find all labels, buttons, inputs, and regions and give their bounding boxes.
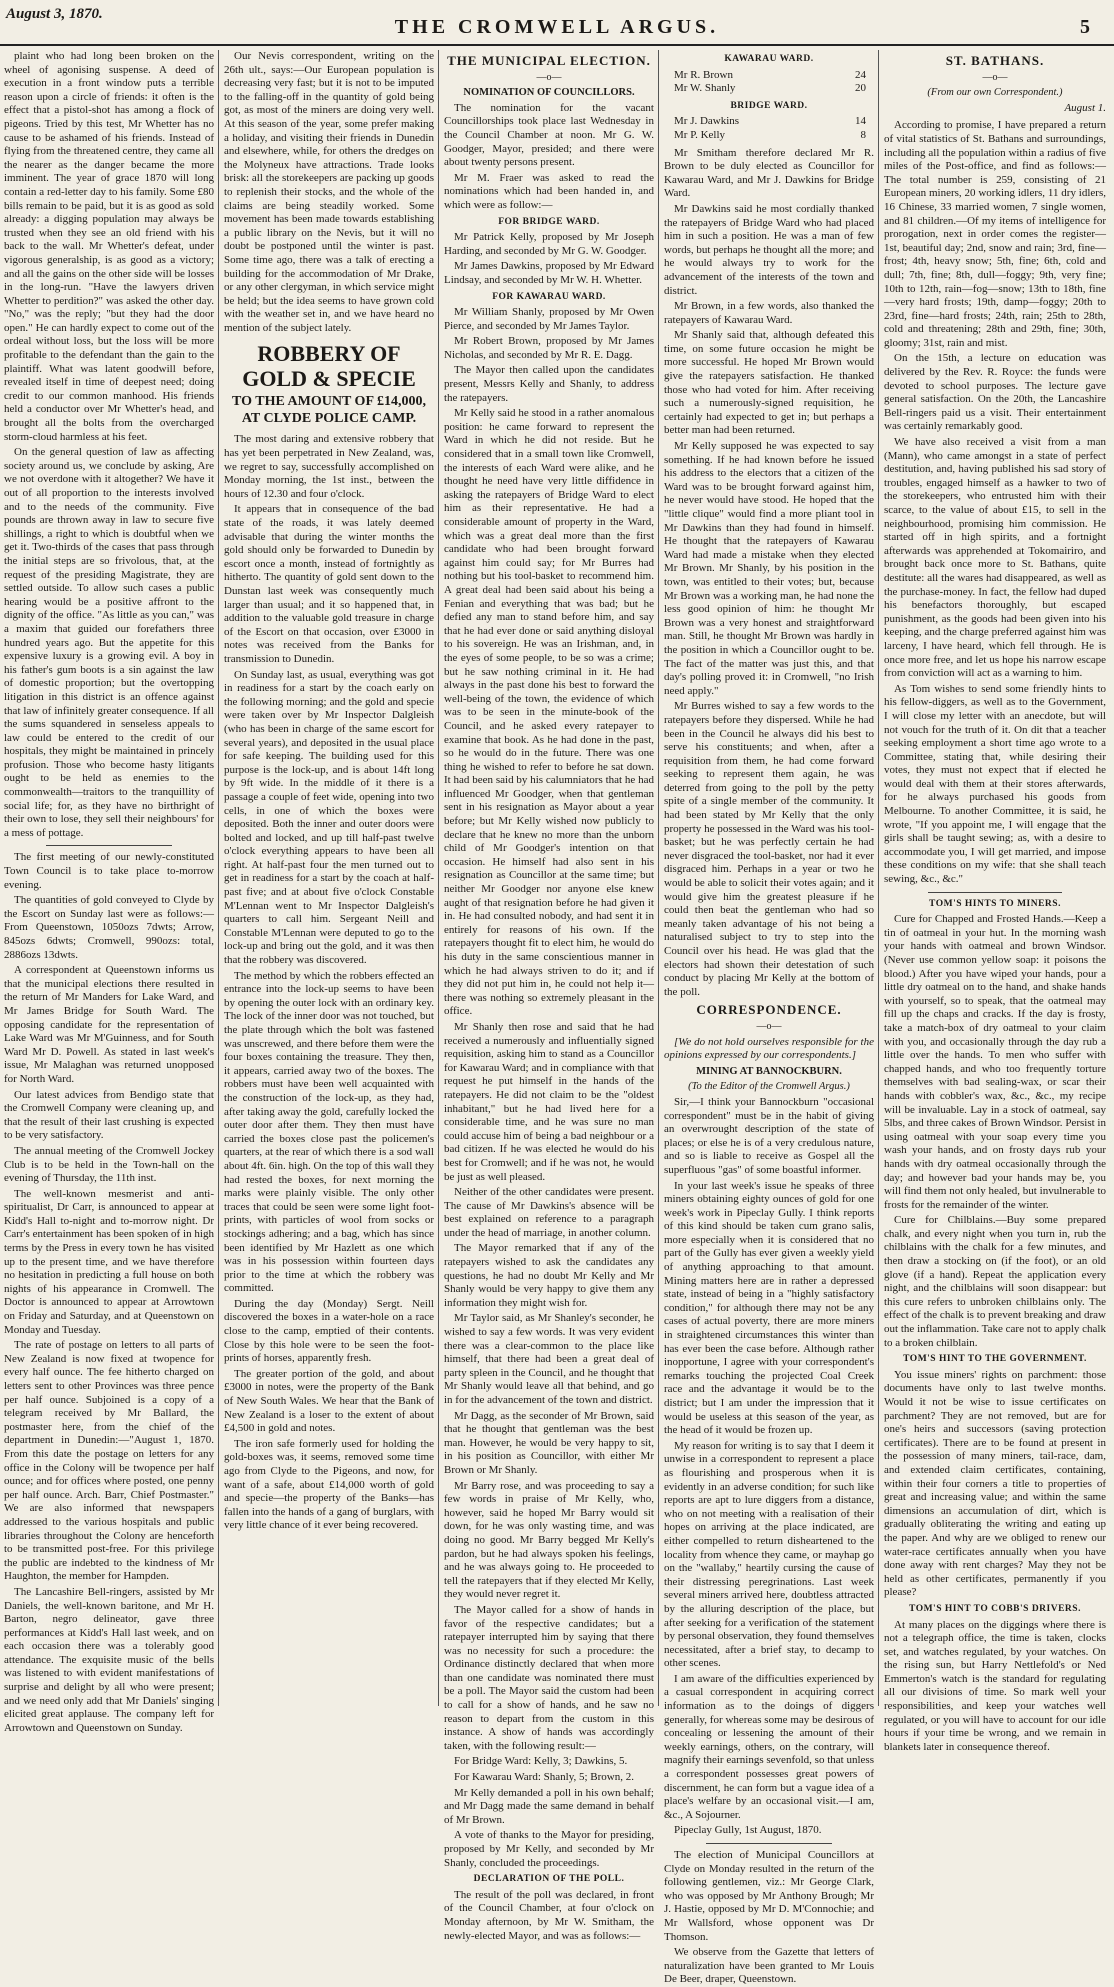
divider [46, 845, 172, 846]
issue-date: August 3, 1870. [6, 6, 103, 22]
column-2 [224, 50, 434, 1706]
ornament-dash: —o— [536, 71, 562, 83]
correspondent-byline: (From our own Correspondent.) [927, 87, 1063, 99]
st-bathans-paragraph: According to promise, I have prepared a return of vital statistics of St. Bathans and surroundings, including all the population within a radius of five miles of the Post-office, and find as follows:—The total number is 259, consisting of 21 European miners, 20 working idlers, 11 dry idlers, 16 Chinese, 33 married women, 7 single women, and 81 children.—Of my items of intelligence for prorogation, next in order comes the register—1st, beautiful day; 2nd, snow and rain; 3rd, fine—frost; 4th, heavy snow; 5th, fine; 6th, cold and dull; 7th, fine; 8th, dull—foggy; 9th, very fine; 10th to 12th, rain—fog—snow; 13th to 18th, fine—very hard frosts; 19th, damp—foggy; 20th to 23rd, fine—hard frosts; 24th, rain; 25th to 28th, cold and threatening; 28th and 29th, fine; 30th, gloomy; 31st, rain and mist. [884, 119, 1106, 349]
show-of-hands-entry: Mr Kelly demanded a poll in his own behalf; and Mr Dagg made the same demand in behalf of Mr Brown. [444, 1786, 654, 1826]
nomination-entry: Mr Robert Brown, proposed by Mr James Nicholas, and seconded by Mr R. E. Dagg. [444, 335, 654, 361]
hint-to-government-heading: TOM'S HINT TO THE GOVERNMENT. [903, 1354, 1087, 1365]
election-paragraph: Mr M. Fraer was asked to read the nominations which had been handed in, and which were as follow:— [444, 171, 654, 211]
letter-paragraph: Sir,—I think your Bannockburn "occasional correspondent" must be in the habit of giving an overwrought description of the state of places; or else he is of a very credulous nature, and so is liable to receive as Gospel all the superfluous "gas" of some boastful informer. [664, 1095, 874, 1176]
robbery-paragraph: The iron safe formerly used for holding the gold-boxes was, it seems, removed some time ago from Clyde to the Pigeons, and now, for want of a safe, about £14,000 worth of gold and specie—the property of the Banks—has fallen into the hands of a gang of burglars, with very little chance of it ever being recovered. [224, 1437, 434, 1532]
show-of-hands-entry: A vote of thanks to the Mayor for presiding, proposed by Mr Kelly, and seconded by Mr Shanly, concluded the proceedings. [444, 1829, 654, 1869]
results-paragraph: Mr Shanly said that, although defeated this time, on some future occasion he might be more successful. He hoped Mr Brown would give the ratepayers satisfaction. He thanked those who had voted for him. After receiving such a numerously-signed requisition, he certainly had expected to get in; but perhaps a better man had been returned. [664, 329, 874, 437]
vote-count: 14 [855, 115, 866, 128]
results-paragraph: Mr Burres wished to say a few words to the ratepayers before they dispersed. While he had been in the Council he always did his best to serve his constituents; and when, after a requisition from them, he had come forward seeking to represent them again, he was deterred from going to the poll by the petty spite of a single member of the community. It had been stated by Mr Kelly that the only property he possessed in the Ward was his tool-basket; but he was perfectly certain he had never disgraced the tool-basket, nor had it ever disgraced him. Perhaps in a year or two he would be able to solicit their votes again; and it would give him the greatest pleasure if he could then beat the gentleman who had so meanly taken advantage of his not being a naturalised subject to try to step into the Council over his head. He was glad that the electors had shown their detestation of such conduct by placing Mr Kelly at the bottom of the poll. [664, 700, 874, 998]
column-rule [438, 50, 439, 1706]
speech-paragraph: The Mayor remarked that if any of the ratepayers wished to ask the candidates any questions, he had no doubt Mr Kelly and Mr Shanly would be very happy to give them any information they might wish for. [444, 1242, 654, 1309]
nomination-subheading: NOMINATION OF COUNCILLORS. [463, 87, 635, 99]
letter-paragraph: I am aware of the difficulties experienced by a casual correspondent in acquiring correct information as to the doings of diggers generally, for whereas some may be desirous of concealing or lessening the amount of their weekly earnings, others, on the contrary, will magnify their earnings sevenfold, so that unless a correspondent possesses great powers of discernment, he can form but a vague idea of a place's welfare by an occasional visit.—I am, &c., A Sojourner. [664, 1672, 874, 1821]
vote-count: 20 [855, 82, 866, 95]
speech-paragraph: Neither of the other candidates were present. The cause of Mr Dawkins's absence will be best explained on reference to a paragraph under the head of marriage, in another column. [444, 1186, 654, 1239]
nomination-entry: Mr William Shanly, proposed by Mr Owen Pierce, and seconded by Mr James Taylor. [444, 306, 654, 332]
ornament-dash: —o— [982, 71, 1008, 83]
nomination-entry: The Mayor then called upon the candidates present, Messrs Kelly and Shanly, to address the ratepayers. [444, 364, 654, 404]
correspondence-heading: CORRESPONDENCE. [696, 1002, 842, 1018]
column-rule [658, 50, 659, 1706]
show-of-hands-entry: For Kawarau Ward: Shanly, 5; Brown, 2. [454, 1771, 634, 1784]
kawarau-results [664, 69, 874, 96]
newspaper-title: THE CROMWELL ARGUS. [394, 16, 720, 38]
news-note: The first meeting of our newly-constituted Town Council is to take place to-morrow evening. [4, 851, 214, 891]
robbery-subheadline: TO THE AMOUNT OF £14,000, AT CLYDE POLICE CAMP. [232, 394, 426, 427]
robbery-paragraph: It appears that in consequence of the bad state of the roads, it was lately deemed advisable that during the winter months the gold should only be forwarded to Dunedin by escort once a month, instead of fortnightly as hitherto. The quantity of gold sent down to the Dunstan last week was consequently much larger than usual; and it so happened that, in addition to the valuable gold treasure in charge of the Escort on that occasion, over £3000 in notes was received from the Banks for transmission to Dunedin. [224, 503, 434, 665]
letter-dateline: Pipeclay Gully, 1st August, 1870. [674, 1824, 822, 1837]
municipal-election-heading: THE MUNICIPAL ELECTION. [447, 53, 651, 68]
speech-paragraph: Mr Barry rose, and was proceeding to say a few words in praise of Mr Kelly, who, however, said he hoped Mr Barry would sit down, for he was only wasting time, and was doing no good. Mr Barry begged Mr Kelly's pardon, but he had always spoken his feelings, and he was always going to. He proceeded to tell the ratepayers that if they elected Mr Kelly, they would never regret it. [444, 1479, 654, 1601]
st-bathans-heading: ST. BATHANS. [945, 53, 1045, 68]
results-paragraph: Mr Smitham therefore declared Mr R. Brown to be duly elected as Councillor for Kawarau Ward, and Mr J. Dawkins for Bridge Ward. [664, 146, 874, 200]
results-paragraph: Mr Brown, in a few words, also thanked the ratepayers of Kawarau Ward. [664, 300, 874, 326]
hint-paragraph: Cure for Chapped and Frosted Hands.—Keep a tin of oatmeal in your hut. In the morning wash your hands with oatmeal and brown Windsor. (Never use common yellow soap: it poisons the blood.) After you have wiped your hands, pour a little dry oatmeal on to the hand, and shake hands with yourself, so to speak, that the oatmeal may fill up the chaps and cracks. If the day is frosty, take a match-box of dry oatmeal to your claim with you, and occasionally through the day rub a little over the hands. To men who suffer with chapped hands, and who too frequently torture themselves with bad sealing-wax, or scar their hands with cobbler's wax, &c., &c., my recipe will be invaluable. Lay in a stock of oatmeal, say 5lbs, and three cakes of Brown Windsor. Persist in using oatmeal with your soap every time you wash your hands, and on frosty days rub your hands with dry oatmeal occasionally through the day; and however bad your hands may be, you will find them not only healed, but invulnerable to frosts for the remainder of the winter. [884, 913, 1106, 1211]
editorial-paragraph: plaint who had long been broken on the wheel of agonising suspense. A deed of execution in a front window puts a terrible reason upon a circle of friends: it often is the effect that a pistol-shot has among a flock of pigeons. Tried by this test, Mr Whetter has no cause to be ashamed of his friends. Instead of flying from the threatened centre, they came all the nearer as the danger became the more imminent. The year of grace 1870 will long contain a red-letter day to his family. Some £80 bills remain to be paid, but it is as good as sold already: a digging population may always be trusted when they see an old friend with his back to the wall. Mr Whetter's defeat, under vigorous generalship, is as good as a victory; and all the gains on the other side will be losses in the long-run. "Have the lawyers driven Whetter to perdition?" was asked the other day. "No," was the reply; "but they had the door open." He can hardly expect to come out of the ordeal without loss, but the loss will be more profitable to the defendant than the gain to the plaintiff. What was latent goodwill before, revealed itself in time of deepest need; doing credit to our common manhood. His friends held a conductor over Mr Whetter's head, and brought all the bolts from the overcharged storm-cloud harmless at his feet. [4, 50, 214, 443]
vote-count: 24 [855, 68, 866, 81]
result-row [664, 82, 874, 96]
mining-heading: MINING AT BANNOCKBURN. [696, 1065, 842, 1077]
st-bathans-paragraph: We have also received a visit from a man (Mann), who came amongst in a state of perfect destitution, and, having published his sad story of troubles, engaged himself as a hawker to two of the storekeepers, who entrusted him with their scarce, to the value of about £15, to sell in the neighbourhood, promising him commission. He started off in high spirits, and a fortnight afterwards was apprehended at Tokomairiro, and brought back once more to St. Bathans, quite destitute: all the wares had disappeared, as well as the purchase-money. In fact, the fellow had duped his benefactors thoroughly, but escaped punishment, as the goods had been given into his keeping, and the charge preferred against him was larceny, I have heard, which fell through. He is once more free, and let us hope his narrow escape from conviction will act as a warning to him. [884, 436, 1106, 680]
divider [928, 892, 1061, 893]
st-bathans-paragraph: As Tom wishes to send some friendly hints to his fellow-diggers, as well as to the Government, I will close my letter with an anecdote, but will not vouch for the truth of it. On dit that a teacher seeking employment a short time ago wrote to a Committee, stating that, while desiring their votes, they must not expect that if elected he would deal with them at their stores afterwards, for he always purchased his goods from Melbourne. To another Committee, it is said, he wrote, "If you appoint me, I will engage that the girls shall be taught sewing; as, with a desire to accommodate you, I will get married, and impose these conditions on my wife: that she shall teach sewing, &c., &c." [884, 682, 1106, 886]
robbery-paragraph: The method by which the robbers effected an entrance into the lock-up seems to have been by opening the outer lock with an ordinary key. The lock of the inner door was not touched, but the plate through which the bolt was fastened was unscrewed, and there before them were the four boxes containing the treasure. They then, it appears, carried away two of the boxes. The robbers must have been well acquainted with the construction of the lock-up, as they had, after taking away the gold, carefully locked the outer door after them. They then must have carried the boxes close past the policemen's quarters, at the rear of which there is a sod wall about 4ft. 6in. high. On the top of this wall they had rested the boxes, for next morning the marks were plainly visible. The only other traces that could be seen were some light foot-prints, with particles of wool from socks or stockings adhering; and a bag, which has since been identified by Mr Hazlett as one which was in his possession within fourteen days prior to the time at which the robbery was committed. [224, 969, 434, 1295]
robbery-paragraph: The greater portion of the gold, and about £3000 in notes, were the property of the Bank of New South Wales. We hear that the Bank of New Zealand is a loser to the extent of about £4,500 in gold and notes. [224, 1367, 434, 1435]
news-note: The quantities of gold conveyed to Clyde by the Escort on Sunday last were as follows:— From Queenstown, 1050ozs 7dwts; Arrow, 845ozs 6dwts; Cromwell, 990ozs: total, 2886ozs 13dwts. [4, 894, 214, 961]
mining-subheading: (To the Editor of the Cromwell Argus.) [688, 1081, 850, 1093]
hint-paragraph: You issue miners' rights on parchment: those documents have only to last twelve months. Would it not be wise to issue certificates on parchment? They are not removed, but are for one's heirs and successors (saving protection certificates). There are to be found at present in the possession of many miners, tail-race, dam, and extended claim certificates, containing, within their four corners a title to properties of great and increasing value; and within the same dimensions an accumulation of dirt, which is gradually obliterating the writing and eating up the paper. And why are we obliged to renew our water-race certificates annually when you have done away with rent charges? May they not be held as other certificates, permanently if you please? [884, 1368, 1106, 1599]
hints-to-miners-heading: TOM'S HINTS TO MINERS. [929, 898, 1061, 909]
nomination-entry: Mr James Dawkins, proposed by Mr Edward Lindsay, and seconded by Mr W. H. Whetter. [444, 260, 654, 286]
speech-paragraph: Mr Taylor said, as Mr Shanley's seconder, he wished to say a few words. It was very evident there was a clear-common to the place like himself, that there had been a great deal of party spleen in the Council, and he thought that Mr Shanly would leave all that behind, and go in for the advancement of the town and district. [444, 1312, 654, 1406]
column-rule [218, 50, 219, 1706]
declaration-heading: DECLARATION OF THE POLL. [473, 1874, 625, 1885]
robbery-paragraph: On Sunday last, as usual, everything was got in readiness for a start by the coach early on the following morning; and the gold and specie were taken over by Mr Inspector Dalgleish (who has been in charge of the same escort for several years), and deposited in the usual place for safe keeping. The building used for this purpose is the lock-up, and is about 14ft long by 9ft wide. In the middle of it there is a passage a couple of feet wide, opening into two cells, in one of which the boxes were deposited. Both the inner and outer doors were bolted and locked, and up till half-past twelve o'clock everything appears to have been all right. At half-past four the men turned out to get in readiness for a start by the coach at half-past five; and at about five o'clock Constable M'Lennan went to Mr Inspector Dalgleish's quarters to call him. Sergeant Neill and Constable M'Lennan were deputed to go to the lock-up and bring out the gold, and it was then that the robbery was discovered. [224, 668, 434, 967]
column-5 [884, 50, 1106, 1753]
vote-count: 8 [860, 128, 866, 141]
st-bathans-paragraph: On the 15th, a lecture on education was delivered by the Rev. R. Royce: the funds were devoted to school purposes. The lecture gave general satisfaction. On the 20th, the Lancashire Bell-ringers paid us a visit. Their entertainment was certainly remarkably good. [884, 352, 1106, 433]
results-paragraph: Mr Dawkins said he most cordially thanked the ratepayers of Bridge Ward who had placed him in such a position. He was a man of few words, but perhaps he thought all the more; and he would always try to work for the advancement of the interests of the town and district. [664, 202, 874, 297]
ornament-dash: —o— [756, 1020, 782, 1032]
candidate-name: Mr P. Kelly [674, 128, 726, 141]
masthead [0, 0, 1114, 46]
news-note: The annual meeting of the Cromwell Jockey Club is to be held in the Town-hall on the evening of Thursday, the 11th inst. [4, 1144, 214, 1185]
letter-paragraph: In your last week's issue he speaks of three miners obtaining eighty ounces of gold for one week's work in Pipeclay Gully. I think reports of this kind should be taken cum grano salis, more especially when it is considered that no part of the Gully has ever given a weekly yield of anything approaching to that amount. Mining matters here are in rather a depressed state, instead of being in a "highly satisfactory condition," for although there may not be any cases of actual poverty, there are more miners in straightened circumstances this winter than has ever been the case before. Although rather inopportune, I agree with your correspondent's remarks touching the projected Coal Creek race and the advantage it would be to the district; but I am under the impression that it would be useless at this season of the year, as the head of it would be frozen up. [664, 1179, 874, 1437]
hint-paragraph: Cure for Chilblains.—Buy some prepared chalk, and every night when you turn in, rub the chilblains with the chalk for a few minutes, and then draw a stocking on (if the foot), or an old glove (if a hand). Repeat the application every night, and the chilblains will soon disappear: but this cure refers to unbroken chilblains only. The effect of the chalk is to prevent breaking and draw out the inflammation. Take care not to apply chalk to a broken chilblain. [884, 1214, 1106, 1349]
news-note: A correspondent at Queenstown informs us that the municipal elections there resulted in the return of Mr Manders for Lake Ward, and Mr James Bridge for South Ward. The opposing candidate for the representation of Lake Ward was Mr M'Guinness, and for South Ward Mr D. Powell. As stated in last week's issue, Mr Malaghan was returned unopposed for North Ward. [4, 964, 214, 1085]
hint-paragraph: At many places on the diggings where there is not a telegraph office, the time is taken, clocks set, and watches regulated, by your watches. On the rising sun, but Harry Nettlefold's or Ned Emmerton's watch is the standard for regulating all our divisions of time. So mark well your responsibilities, and keep your watches well regulated, or you will have to account for our idle hours if your time be wrong, and we remain in blankets later in consequence thereof. [884, 1618, 1106, 1753]
nevis-correspondent-note: Our Nevis correspondent, writing on the 26th ult., says:—Our European population is decreasing very fast; but it is not to be imputed to the falling-off in the quantity of gold being got, as most of the miners are doing very well. At this season of the year, some prefer making a holiday, and visiting their friends in Dunedin and elsewhere, while, for others the dredges on the Molyneux have attractions. Trade looks brisk: all the storekeepers are packing up goods to replenish their stocks, and the whole of the claims are being steadily worked. Some movement has been made towards establishing a public library on the Nevis, but it will no doubt be postponed until the winter is past. Some time ago, there was a talk of erecting a building for the accommodation of Mr Drake, or any other clergyman, in which service might be held; but the idea seems to have grown cold with the weather set in, and we have heard no mention of the subject lately. [224, 50, 434, 334]
news-note: The Lancashire Bell-ringers, assisted by Mr Daniels, the well-known baritone, and Mr H. Barton, negro delineator, gave three performances at Kidd's Hall last week, and on each occasion there was a tolerably good attendance. The exquisite music of the bells was listened to with evident manifestations of surprise and delight by all who were present; and we need only add that Mr Daniels' singing elicited great applause. The company left for Arrowtown and Queenstown on Sunday. [4, 1585, 214, 1734]
bridge-results-heading: BRIDGE WARD. [730, 100, 808, 111]
declaration-paragraph: The result of the poll was declared, in front of the Council Chamber, at four o'clock on Monday afternoon, by Mr W. Smitham, the newly-elected Mayor, and was as follows:— [444, 1888, 654, 1942]
speech-paragraph: Mr Dagg, as the seconder of Mr Brown, said that he thought that gentleman was the best man. However, he would be very happy to sit, in his position as Councillor, with either Mr Brown or Mr Shanly. [444, 1409, 654, 1476]
results-paragraph: Mr Kelly supposed he was expected to say something. If he had known before he issued his address to the electors that a citizen of the Ward was to be brought forward against him, he never would have stood. He hoped that the "little clique" would find a more pliant tool in Mr Dawkins than they had found in himself. He thought that the ratepayers of Kawarau Ward had made a mistake when they elected Mr Brown. Mr Shanly, by his position in the town, was entitled to their votes; but, because Mr Brown was a working man, he had none the less good opinion of him: he thought Mr Brown was a very honest and straightforward man. Still, he thought Mr Brown was hardly in the position in which a Councillor ought to be. The fact of the matter was just this, and that day's polling proved it: in Cromwell, "no Irish need apply." [664, 440, 874, 697]
page-number: 5 [1080, 16, 1090, 38]
result-row [664, 115, 874, 129]
election-paragraph: The nomination for the vacant Councillorships took place last Wednesday in the Council Chamber at noon. Mr G. W. Goodger, Mayor, presided; and there were about twenty persons present. [444, 101, 654, 169]
kawarau-results-heading: KAWARAU WARD. [724, 54, 814, 64]
robbery-headline: ROBBERY OF GOLD & SPECIE [242, 341, 416, 392]
columns [4, 50, 1110, 1986]
news-note: We observe from the Gazette that letters of naturalization have been granted to Mr Louis De Beer, draper, Queenstown. [664, 1946, 874, 1986]
bridge-results [664, 115, 874, 142]
editorial-paragraph: On the general question of law as affecting society around us, we conclude by asking, Are we not overdone with it altogether? We have it out of all proportion to the interests involved and to the needs of the community. Five pounds are thrown away in law to secure five shillings, a right to which is doubtful when we get it. Two-thirds of the cases that pass through the initial steps are so frivolous, that, at the request of the presiding Magistrate, they are settled outside. To allow such cases a public hearing would be a positive affront to the dignity of the office. "As little as you can," was a maxim that guided our forefathers three hundred years ago. But the appetite for this expensive luxury is a growing evil. A boy in his father's gum boots is a sin against the law of domestic proportion; but the overtopping litigation in this district is an offence against that law of infinitely greater consequence. If all the sums squandered in senseless appeals to law could be entered to the credit of our hospitals, they might be maintained in princely profusion. Those who become hasty litigants ought to be held as enemies to the commonwealth—traitors to the tranquillity of social life; for, as they have no birthright of their own to lose, they sell their neighbours' for a mess of pottage. [4, 446, 214, 839]
result-row [664, 69, 874, 83]
kawarau-ward-heading: FOR KAWARAU WARD. [492, 291, 606, 302]
letter-paragraph: My reason for writing is to say that I deem it unwise in a correspondent to represent a place as flourishing and prosperous when it is evidently in an adverse condition; for such like reports are apt to lure diggers from a distance, who on not meeting with a realisation of their hopes on arriving at the place indicated, are either compelled to return disheartened to the locality from whence they came, or mayhap go on the "wallaby," heartily cursing the cause of their distressing peregrinations. Last week several miners arrived here, doubtless attracted by the alluring description of the place, but after seeking for a verification of the statement by personal observation, they found themselves necessitated, after a brief stay, to decamp to other scenes. [664, 1439, 874, 1670]
speech-paragraph: The Mayor called for a show of hands in favor of the respective candidates; but a ratepayer interrupted him by saying that there was no necessity for such a procedure: the Ordinance distinctly declared that when more than one candidate was nominated there must be a poll. The Mayor said the custom had been to call for a show of hands, and he saw no reason to depart from the custom in this instance. A show of hands was accordingly taken, with the following result:— [444, 1603, 654, 1752]
column-rule [878, 50, 879, 1706]
news-note: The rate of postage on letters to all parts of New Zealand is now fixed at twopence for every half ounce. The fee hitherto charged on letters sent to other Provinces was three pence per half ounce. Subjoined is a copy of a telegram received by Mr Ballard, the postmaster here, from the chief of the department in Dunedin:—"August 1, 1870. From this date the postage on letters for any office in the Colony will be twopence per half ounce; and for offices where posted, one penny per half ounce. Arch. Barr, Chief Postmaster." We are also informed that newspapers addressed to the various hospitals and public libraries throughout the Colony are henceforth to be transmitted post-free. For this privilege the public are indebted to the kindness of Mr Haughton, the member for Hampden. [4, 1339, 214, 1583]
dateline: August 1. [1064, 101, 1106, 114]
speech-paragraph: Mr Shanly then rose and said that he had received a numerously and influentially signed requisition, asking him to stand as a Councillor for Kawarau Ward; and in compliance with that request he put himself in the hands of the ratepayers. He did not claim to be the "oldest inhabitant," but he had lived here for a considerable time, and he was sure no man could accuse him of being a bad neighbour or a bad citizen. If he was elected he would do his best for Cromwell; and if he was not, he would be just as well pleased. [444, 1020, 654, 1183]
column-4 [664, 50, 874, 1986]
divider [706, 1843, 832, 1844]
candidate-name: Mr R. Brown [674, 68, 733, 81]
candidate-name: Mr W. Shanly [674, 82, 736, 95]
column-1 [4, 50, 214, 1734]
bridge-ward-heading: FOR BRIDGE WARD. [498, 216, 600, 227]
robbery-paragraph: During the day (Monday) Sergt. Neill discovered the boxes in a water-hole on a race close to the camp, emptied of their contents. Close by this hole were to be seen the foot-prints of horses, apparently fresh. [224, 1297, 434, 1365]
column-3 [444, 50, 654, 1942]
result-row [664, 129, 874, 143]
news-note: Our latest advices from Bendigo state that the Cromwell Company were cleaning up, and that the result of their last crushing is expected to be very satisfactory. [4, 1088, 214, 1142]
correspondence-disclaimer: [We do not hold ourselves responsible for the opinions expressed by our correspondents.] [664, 1035, 874, 1062]
nomination-entry: Mr Patrick Kelly, proposed by Mr Joseph Harding, and seconded by Mr G. W. Goodger. [444, 231, 654, 257]
news-note: The election of Municipal Councillors at Clyde on Monday resulted in the return of the following gentlemen, viz.: Mr George Clark, who was opposed by Mr Anthony Brough; Mr J. Hastie, opposed by Mr D. M'Connochie; and Mr Wallsford, whose opponent was Dr Thomson. [664, 1849, 874, 1943]
news-note: The well-known mesmerist and anti-spiritualist, Dr Carr, is announced to appear at Kidd's Hall to-night and to-morrow night. Dr Carr's entertainment has been spoken of in high terms by the Press in every town he has visited up to the present time, and we have therefore no hesitation in predicting a full house on both nights of his appearance in Cromwell. The Doctor is announced to appear at Arrowtown on Friday and Saturday, and at Queenstown on Monday and Tuesday. [4, 1187, 214, 1336]
robbery-paragraph: The most daring and extensive robbery that has yet been perpetrated in New Zealand, was, we regret to say, successfully accomplished on Monday morning, the 1st inst., between the hours of 12.30 and four o'clock. [224, 433, 434, 500]
candidate-name: Mr J. Dawkins [674, 115, 740, 128]
show-of-hands-entry: For Bridge Ward: Kelly, 3; Dawkins, 5. [454, 1755, 628, 1768]
hint-to-drivers-heading: TOM'S HINT TO COBB'S DRIVERS. [909, 1603, 1081, 1614]
speech-paragraph: Mr Kelly said he stood in a rather anomalous position: he came forward to represent the Ward in which he did not reside. But he considered that in a small town like Cromwell, the interests of each Ward were alike, and he thought he need have very little diffidence in asking the ratepayers of Bridge Ward to elect him as their representative. He had a considerable amount of property in the Ward, which was a great deal more than the first candidate who had been brought forward against him could say; for Mr Burres had nothing but his tool-basket to recommend him. A great deal had been said about his being a Fenian and everything that was bad; but he defied any man to stand before him, and say that he had ever done or said anything disloyal to his sovereign. He was an Irishman, and, in the eyes of some people, to be so was a crime; but he saw nothing criminal in it. He had always in the past done his best to forward the well-being of the town, the evidence of which was to be seen in the minute-book of the Council, and he asked every ratepayer to examine that book. As he had done in the past, so he would do in the future. There was one thing he wished to refer to before he sat down. It had been said by his calumniators that he had influenced Mr Goodger, when that gentleman sent in his resignation as Mayor about a year before; but Mr Kelly wished now publicly to declare that he knew no more than the unborn child of Mr Goodger's intention on that occasion. He himself had also sent in his resignation as Councillor at the same time; but neither Mr Goodger nor anyone else knew aught of that resignation before he had given it in. He had consulted nobody, and had sent it in entirely for reasons of his own. If the ratepayers thought fit to elect him, he would do his duty in the same conscientious manner in which he had always striven to do it; and if they did not put him in, he could not help it—there was nothing so extremely pleasant in the office. [444, 407, 654, 1018]
